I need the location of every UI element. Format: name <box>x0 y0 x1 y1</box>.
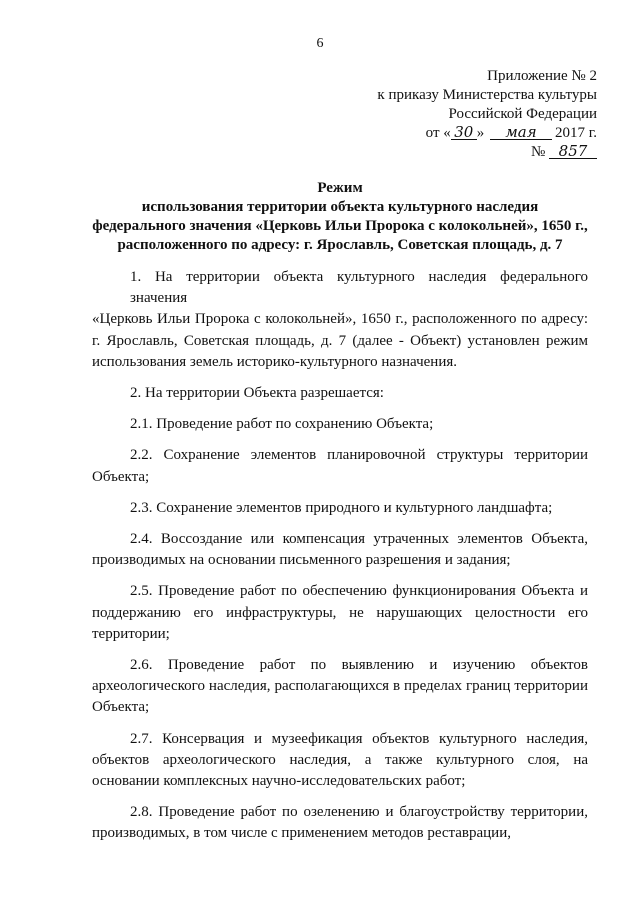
date-month-handwritten: мая <box>490 125 552 140</box>
paragraph-line: 2.1. Проведение работ по сохранению Объекта; <box>130 416 434 433</box>
appendix-block <box>377 67 597 162</box>
paragraph <box>92 655 588 719</box>
document-body <box>92 267 588 855</box>
date-prefix: от « <box>425 125 451 141</box>
paragraph <box>92 529 588 571</box>
date-day-handwritten: 30 <box>451 125 477 140</box>
paragraph-line: 2.6. Проведение работ по выявлению и изучению объектов <box>130 657 588 674</box>
title-line-2: использования территории объекта культурного наследия <box>141 199 539 215</box>
paragraph-line: 2.5. Проведение работ по обеспечению функционирования Объекта и <box>130 583 588 600</box>
paragraph-line: поддержанию его инфраструктуры, не нарушающих целостности его <box>92 604 588 621</box>
title-line-1: Режим <box>317 180 363 196</box>
paragraph-line: производимых на основании письменного разрешения и задания; <box>92 552 511 569</box>
paragraph-line: использования земель историко-культурного назначения. <box>92 353 458 370</box>
paragraph <box>92 498 588 519</box>
appendix-ministry: Российской Федерации <box>448 106 597 122</box>
order-number-handwritten: 857 <box>549 144 597 159</box>
title-line-3: федерального значения «Церковь Ильи Пророка с колокольней», 1650 г., <box>92 218 588 234</box>
paragraph-line: 2.7. Консервация и музеефикация объектов культурного наследия, <box>130 730 588 747</box>
paragraph-line: 2.8. Проведение работ по озеленению и благоустройству территории, <box>130 804 588 821</box>
date-mid: » <box>476 125 485 141</box>
paragraph-line: 1. На территории объекта культурного наследия федерального значения <box>130 269 588 307</box>
document-title <box>60 179 620 255</box>
paragraph-line: объектов археологического наследия, а также культурного слоя, на <box>92 751 588 768</box>
paragraph <box>92 414 588 435</box>
paragraph <box>92 267 588 373</box>
paragraph <box>92 729 588 793</box>
paragraph-line: археологического наследия, располагающихся в пределах границ территории <box>92 678 588 695</box>
paragraph-line: Объекта; <box>92 699 150 716</box>
appendix-number-line <box>377 143 597 162</box>
paragraph-line: 2.3. Сохранение элементов природного и культурного ландшафта; <box>130 499 553 516</box>
paragraph-line: производимых, в том числе с применением методов реставрации, <box>92 825 511 842</box>
paragraph-line: «Церковь Ильи Пророка с колокольней», 1650 г., расположенного по адресу: <box>92 311 588 328</box>
paragraph-line: 2.2. Сохранение элементов планировочной структуры территории <box>130 447 588 464</box>
paragraph-line: основании комплексных научно-исследовательских работ; <box>92 773 466 790</box>
paragraph-line: территории; <box>92 625 170 642</box>
paragraph-line: г. Ярославль, Советская площадь, д. 7 (далее - Объект) установлен режим <box>92 332 588 349</box>
appendix-title: Приложение № 2 <box>487 68 597 84</box>
paragraph <box>92 445 588 487</box>
title-line-4: расположенного по адресу: г. Ярославль, Советская площадь, д. 7 <box>117 237 563 253</box>
date-year: 2017 г. <box>555 125 597 141</box>
page-number: 6 <box>316 36 324 51</box>
paragraph <box>92 802 588 844</box>
paragraph-line: 2.4. Воссоздание или компенсация утраченных элементов Объекта, <box>130 531 588 548</box>
paragraph-line: Объекта; <box>92 468 150 485</box>
appendix-date-line <box>377 124 597 143</box>
number-prefix: № <box>530 144 546 160</box>
paragraph-line: 2. На территории Объекта разрешается: <box>130 385 384 402</box>
paragraph <box>92 383 588 404</box>
appendix-order-ref: к приказу Министерства культуры <box>377 87 597 103</box>
paragraph <box>92 581 588 645</box>
